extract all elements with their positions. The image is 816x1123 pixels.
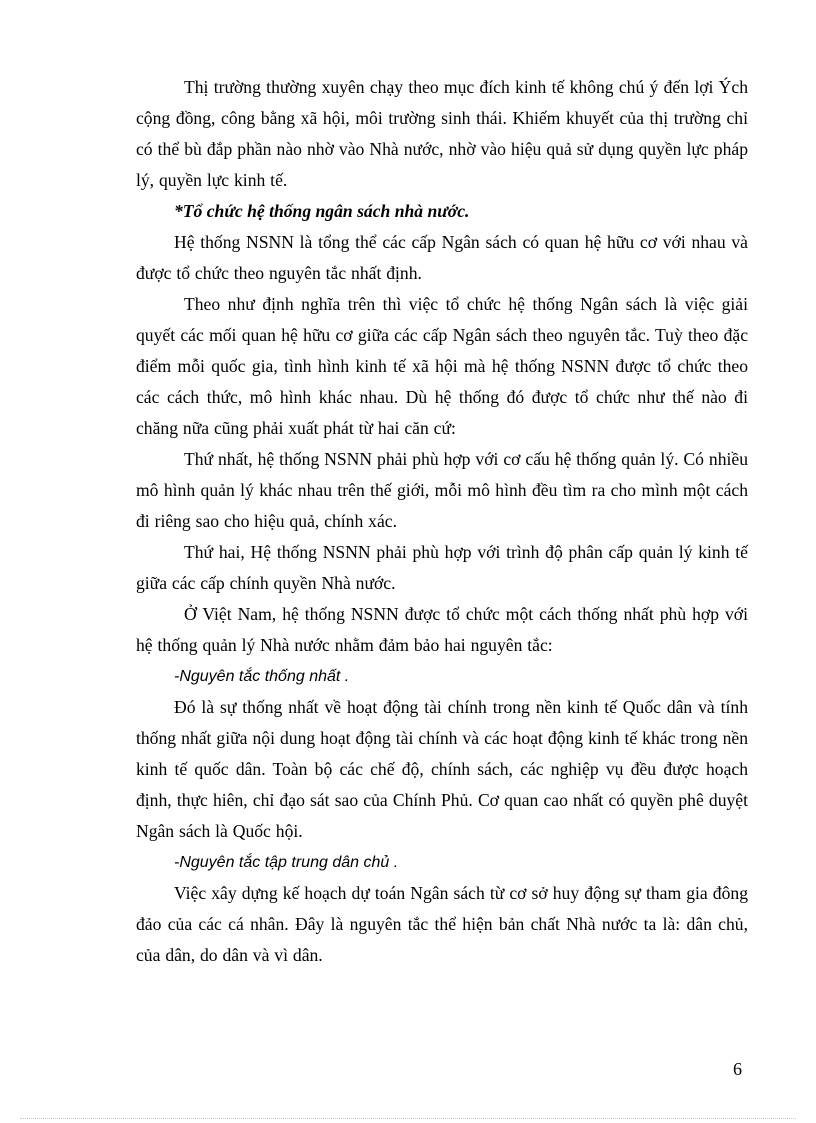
section-heading: *Tổ chức hệ thống ngân sách nhà nước.	[174, 201, 470, 221]
document-page	[136, 72, 748, 971]
paragraph-nsnn-definition: Hệ thống NSNN là tổng thể các cấp Ngân sách có quan hệ hữu cơ với nhau và được tổ chức theo nguyên tắc nhất định.	[136, 232, 748, 283]
paragraph-market-failure: Thị trường thường xuyên chạy theo mục đích kinh tế không chú ý đến lợi Ých cộng đồng, công bằng xã hội, môi trường sinh thái. Khiếm khuyết của thị trường chỉ có thể bù đắp phần nào nhờ vào Nhà nước, nhờ vào hiệu quả sử dụng quyền lực pháp lý, quyền lực kinh tế.	[136, 77, 748, 190]
paragraph-democratic-centralism: Việc xây dựng kế hoạch dự toán Ngân sách từ cơ sở huy động sự tham gia đông đảo của các cá nhân. Đây là nguyên tắc thể hiện bản chất Nhà nước ta là: dân chủ, của dân, do dân và vì dân.	[136, 883, 748, 965]
paragraph-unity-principle: Đó là sự thống nhất về hoạt động tài chính trong nền kinh tế Quốc dân và tính thống nhất giữa nội dung hoạt động tài chính và các hoạt động kinh tế khác trong nền kinh tế quốc dân. Toàn bộ các chế độ, chính sách, các nghiệp vụ đều được hoạch định, thực hiên, chỉ đạo sát sao của Chính Phủ. Cơ quan cao nhất có quyền phê duyệt Ngân sách là Quốc hội.	[136, 697, 748, 841]
paragraph-first-basis: Thứ nhất, hệ thống NSNN phải phù hợp với cơ cấu hệ thống quản lý. Có nhiều mô hình quản lý khác nhau trên thế giới, mỗi mô hình đều tìm ra cho mình một cách đi riêng sao cho hiệu quả, chính xác.	[136, 449, 748, 531]
footer-divider	[20, 1118, 796, 1119]
paragraph-vietnam-system: Ở Việt Nam, hệ thống NSNN được tổ chức một cách thống nhất phù hợp với hệ thống quản lý Nhà nước nhằm đảm bảo hai nguyên tắc:	[136, 604, 748, 655]
page-number: 6	[733, 1059, 742, 1079]
principle-unity-heading: -Nguyên tắc thống nhất .	[174, 668, 350, 685]
principle-democratic-centralism-heading: -Nguyên tắc tập trung dân chủ .	[174, 854, 399, 871]
paragraph-organization-basis: Theo như định nghĩa trên thì việc tổ chức hệ thống Ngân sách là việc giải quyết các mối quan hệ hữu cơ giữa các cấp Ngân sách theo nguyên tắc. Tuỳ theo đặc điểm mỗi quốc gia, tình hình kinh tế xã hội mà hệ thống NSNN được tổ chức theo các cách thức, mô hình khác nhau. Dù hệ thống đó được tổ chức như thế nào đi chăng nữa cũng phải xuất phát từ hai căn cứ:	[136, 294, 748, 438]
paragraph-second-basis: Thứ hai, Hệ thống NSNN phải phù hợp với trình độ phân cấp quản lý kinh tế giữa các cấp chính quyền Nhà nước.	[136, 542, 748, 593]
